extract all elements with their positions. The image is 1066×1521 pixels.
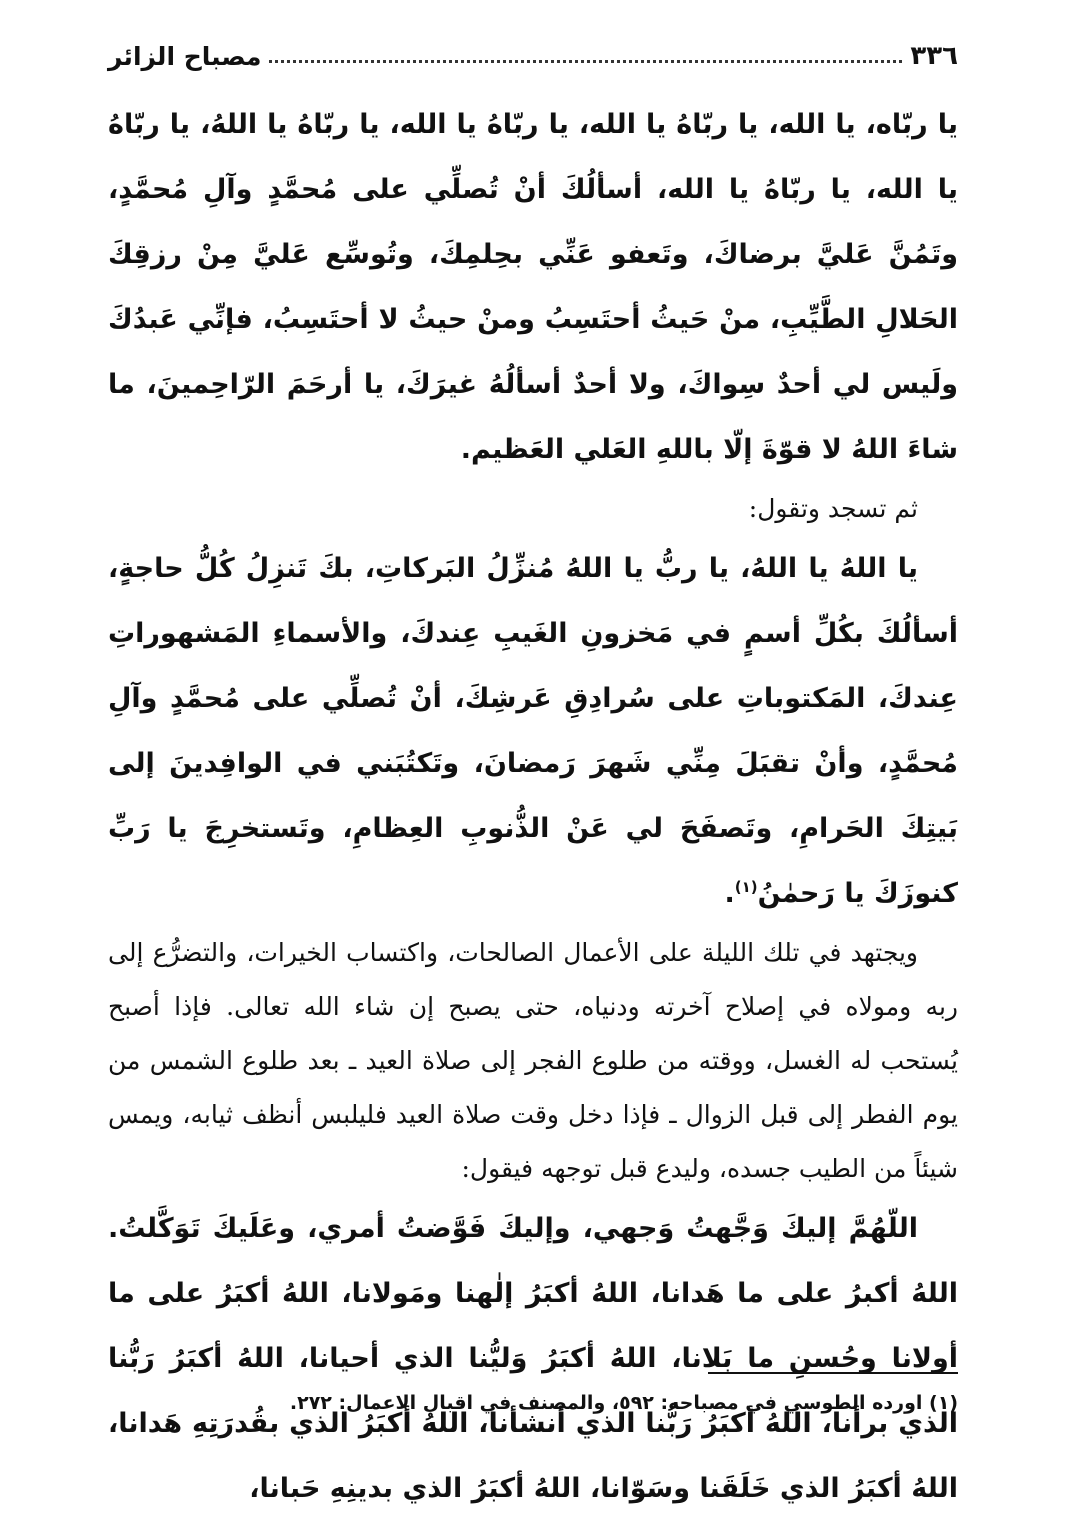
footnote: (١) اورده الطوسي في مصباحه: ٥٩٢، والمصنف في اقبال الاعمال: ٢٧٢. [289, 1392, 958, 1414]
running-header [108, 36, 958, 76]
footnote-separator [708, 1372, 958, 1374]
supplication-2-text: يا اللهُ يا اللهُ، يا ربُّ يا اللهُ مُنزِّلُ البَركاتِ، بكَ تَنزِلُ كُلُّ حاجةٍ، أسألُكَ بكُلِّ أسمٍ في مَخزونِ الغَيبِ عِندكَ، والأسماءِ المَشهوراتِ عِندكَ، المَكتوباتِ على سُرادِقِ عَرشِكَ، أنْ تُصلِّي على مُحمَّدٍ وآلِ مُحمَّدٍ، وأنْ تقبَلَ مِنِّي شَهرَ رَمضانَ، وتَكتُبَني في الوافِدينَ إلى بَيتِكَ الحَرامِ، وتَصفَحَ لي عَنْ الذُّنوبِ العِظامِ، وتَستخرِجَ يا رَبِّ كنوزَكَ يا رَحمٰنُ [108, 553, 958, 909]
instruction-eid-morning: ويجتهد في تلك الليلة على الأعمال الصالحات، واكتساب الخيرات، والتضرُّع إلى ربه ومولاه في إصلاح آخرته ودنياه، حتى يصبح إن شاء الله تعالى. فإذا أصبح يُستحب له الغسل، ووقته من طلوع الفجر إلى صلاة العيد ـ بعد طلوع الشمس من يوم الفطر إلى قبل الزوال ـ فإذا دخل وقت صلاة العيد فليلبس أنظف ثيابه، ويمس شيئاً من الطيب جسده، وليدع قبل توجهه فيقول: [108, 938, 958, 1183]
supplication-paragraph-2 [108, 536, 958, 926]
footnote-marker: (١) [734, 878, 758, 896]
main-text [108, 92, 958, 1521]
supplication-paragraph-1: يا ربّاه، يا الله، يا ربّاهُ يا الله، يا ربّاهُ يا الله، يا ربّاهُ يا اللهُ، يا ربّاهُ يا الله، يا ربّاهُ يا الله، أسألُكَ أنْ تُصلِّي على مُحمَّدٍ وآلِ مُحمَّدٍ، وتَمُنَّ عَليَّ برضاكَ، وتَعفو عَنِّي بحِلمِكَ، وتُوسِّع عَليَّ مِنْ رزقِكَ الحَلالِ الطَّيِّبِ، منْ حَيثُ أحتَسِبُ ومنْ حيثُ لا أحتَسِبُ، فإنِّي عَبدُكَ ولَيس لي أحدٌ سِواكَ، ولا أحدٌ أسألُهُ غيرَكَ، يا أرحَمَ الرّاحِمينَ، ما شاءَ اللهُ لا قوّةَ إلّا باللهِ العَلي العَظيم. [108, 109, 958, 465]
supplication-paragraph-3: اللّهُمَّ إليكَ وَجَّهتُ وَجهي، وإليكَ فَوَّضتُ أمري، وعَلَيكَ تَوَكَّلتُ. اللهُ أكبرُ على ما هَدانا، اللهُ أكبَرُ إلٰهنا ومَولانا، اللهُ أكبَرُ على ما أولانا وحُسنِ ما بَلانا، اللهُ أكبَرُ وَليُّنا الذي أحيانا، اللهُ أكبَرُ رَبُّنا الذي برأنا، اللهُ أكبَرُ رَبُّنا الذي أنشأنا، اللهُ أكبَرُ الذي بقُدرَتِهِ هَدانا، اللهُ أكبَرُ الذي خَلَقَنا وسَوّانا، اللهُ أكبَرُ الذي بدينِهِ حَبانا، [108, 1213, 958, 1504]
instruction-prostration: ثم تسجد وتقول: [748, 494, 918, 523]
dotted-leader [269, 60, 902, 63]
book-title: مصباح الزائر [108, 41, 262, 71]
supplication-2-end: . [724, 878, 735, 909]
page-number: ٣٣٦ [910, 41, 958, 71]
